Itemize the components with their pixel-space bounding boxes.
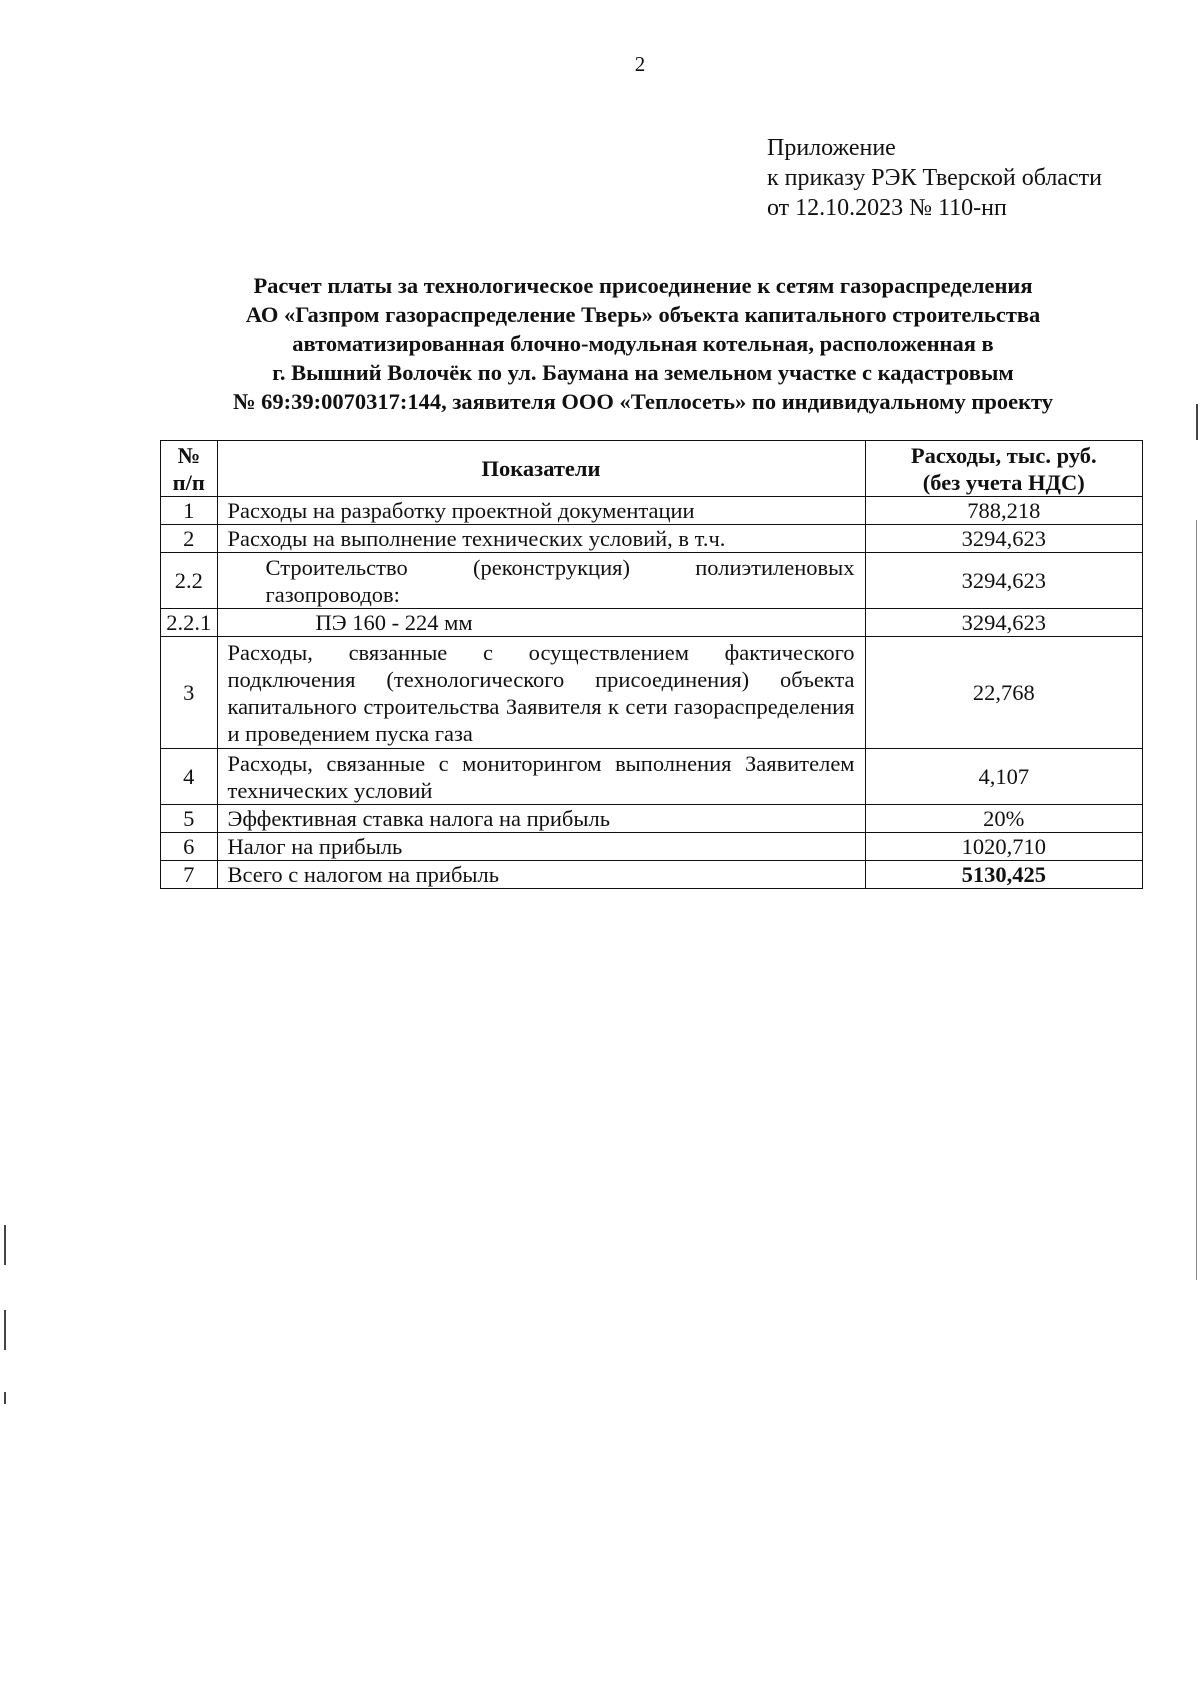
row-value: 20% [865, 805, 1142, 833]
header-number [161, 441, 218, 497]
row-value: 3294,623 [865, 609, 1142, 637]
row-value: 3294,623 [865, 553, 1142, 609]
title-line-4: г. Вышний Волочёк по ул. Баумана на земельном участке с кадастровым [272, 360, 1014, 385]
table-row [161, 805, 1143, 833]
title-line-1: Расчет платы за технологическое присоединение к сетям газораспределения [253, 273, 1033, 298]
table-row [161, 637, 1143, 749]
calculation-table [160, 440, 1143, 889]
document-title [140, 271, 1146, 416]
scan-edge-mark [4, 1392, 6, 1404]
row-number: 2.2 [161, 553, 218, 609]
row-indicator: Расходы на разработку проектной документации [217, 497, 865, 525]
table-row [161, 833, 1143, 861]
row-indicator: Налог на прибыль [217, 833, 865, 861]
page-number: 2 [634, 52, 646, 76]
row-indicator: Строительство (реконструкция) полиэтиленовых газопроводов: [217, 553, 865, 609]
row-value-total: 5130,425 [865, 861, 1142, 889]
title-line-5: № 69:39:0070317:144, заявителя ООО «Теплосеть» по индивидуальному проекту [232, 389, 1054, 414]
row-number: 6 [161, 833, 218, 861]
row-indicator: Расходы, связанные с осуществлением фактического подключения (технологического присоединения) объекта капитального строительства Заявителя к сети газораспределения и проведением пуска газа [217, 637, 865, 749]
scan-edge-mark [1196, 520, 1197, 1280]
row-number: 2.2.1 [161, 609, 218, 637]
title-line-3: автоматизированная блочно-модульная котельная, расположенная в [292, 331, 994, 356]
row-indicator: Всего с налогом на прибыль [217, 861, 865, 889]
table-row [161, 553, 1143, 609]
row-number: 7 [161, 861, 218, 889]
table-row-total [161, 861, 1143, 889]
title-line-2: АО «Газпром газораспределение Тверь» объекта капитального строительства [245, 302, 1041, 327]
table-row [161, 525, 1143, 553]
header-costs-line-2: (без учета НДС) [922, 469, 1085, 495]
row-value: 1020,710 [865, 833, 1142, 861]
appendix-line-3: от 12.10.2023 № 110-нп [767, 195, 1007, 221]
row-number: 4 [161, 749, 218, 805]
row-indicator: Расходы, связанные с мониторингом выполнения Заявителем технических условий [217, 749, 865, 805]
row-number: 2 [161, 525, 218, 553]
appendix-line-2: к приказу РЭК Тверской области [767, 165, 1102, 191]
row-value: 788,218 [865, 497, 1142, 525]
row-indicator: Расходы на выполнение технических условий, в т.ч. [217, 525, 865, 553]
row-value: 22,768 [865, 637, 1142, 749]
row-number: 5 [161, 805, 218, 833]
header-costs-line-1: Расходы, тыс. руб. [910, 442, 1097, 468]
row-value: 3294,623 [865, 525, 1142, 553]
table-row [161, 609, 1143, 637]
scan-edge-mark [1196, 404, 1198, 440]
appendix-block [767, 133, 1102, 223]
scan-edge-mark [4, 1310, 6, 1350]
table-row [161, 497, 1143, 525]
appendix-line-1: Приложение [767, 135, 896, 161]
header-number-line-2: п/п [172, 469, 205, 495]
scan-edge-mark [4, 1225, 6, 1265]
row-number: 3 [161, 637, 218, 749]
header-number-line-1: № [177, 442, 201, 468]
table-row [161, 749, 1143, 805]
table-header-row [161, 441, 1143, 497]
header-costs [865, 441, 1142, 497]
row-number: 1 [161, 497, 218, 525]
header-indicator: Показатели [217, 441, 865, 497]
row-indicator: ПЭ 160 - 224 мм [217, 609, 865, 637]
row-indicator: Эффективная ставка налога на прибыль [217, 805, 865, 833]
row-value: 4,107 [865, 749, 1142, 805]
